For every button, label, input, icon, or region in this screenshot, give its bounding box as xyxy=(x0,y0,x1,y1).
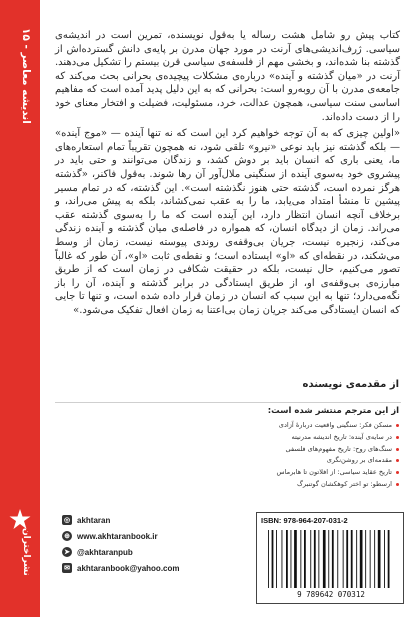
barcode-bar xyxy=(318,530,319,588)
barcode-bar xyxy=(310,530,311,588)
barcode-bar xyxy=(337,530,338,588)
blurb-text xyxy=(55,29,400,317)
telegram-icon: ➤ xyxy=(62,547,72,557)
blurb-paragraph: کتاب پیش رو شامل هشت رساله یا به‌قول نویسنده، تمرین است در اندیشه‌ی سیاسی. ژرف‌اندیشی‌های آرنت در مورد جهان مدرن بر پایه‌ی دانش گسترده‌اش از گذشته بنا شده‌اند، و بخشی مهم از فلسفه‌ی سیاسی قرن بیستم را تشکیل می‌دهند. آرنت در «میان گذشته و آینده» درباره‌ی مشکلات پیچیده‌ی بحرانی بحث می‌کند که جامعه‌ی مدرن با آن روبه‌رو است: بحرانی که به این دلیل پدید آمده است که مفاهیم اساسی سنت سیاسی، همچون عدالت، خرد، مسئولیت، فضیلت و افتخار معنای خود را از دست داده‌اند. xyxy=(55,30,400,123)
list-item: ارسطو: تو اختر کوهکشان گوتنبرگ xyxy=(199,479,399,491)
barcode-bar xyxy=(286,530,288,588)
side-band xyxy=(0,0,40,617)
barcode-bar xyxy=(343,530,344,588)
publisher-name: نشراختران xyxy=(21,528,31,576)
list-item: مقدمه‌ای بر روشن‌نگری xyxy=(199,455,399,467)
barcode-bar xyxy=(291,530,292,588)
isbn-box xyxy=(256,512,404,604)
barcode-bar xyxy=(304,530,306,588)
source-label: از مقدمه‌ی نویسنده xyxy=(302,379,399,390)
barcode-bar xyxy=(351,530,353,588)
books-title: از این مترجم منتشر شده است: xyxy=(267,406,399,416)
barcode-bar xyxy=(332,530,334,588)
barcode-bar xyxy=(378,530,381,588)
barcode-bar xyxy=(384,530,385,588)
instagram-icon: ◎ xyxy=(63,516,71,524)
list-item: سنگ‌های روح: تاریخ مفهوم‌های فلسفی xyxy=(199,444,399,456)
barcode-bar xyxy=(365,530,366,588)
bullet-icon xyxy=(396,424,399,427)
barcode-bar xyxy=(346,530,348,588)
barcode xyxy=(267,530,395,588)
barcode-bar xyxy=(356,530,357,588)
barcode-bar xyxy=(268,530,269,588)
barcode-bar xyxy=(272,530,274,588)
barcode-bar xyxy=(374,530,375,588)
barcode-bar xyxy=(323,530,326,588)
list-item: تاریخ عقاید سیاسی: از افلاتون تا هابرماس xyxy=(199,467,399,479)
barcode-number: 9 789642 070312 xyxy=(297,590,365,599)
blurb-paragraph: «اولین چیزی که به آن توجه خواهیم کرد این است که نه تنها آینده — «موج آینده» — بلکه گذشته نیز باید نوعی «نیرو» تلقی شود، نه همچون تقریباً تمام استعاره‌ها‌ی ما، یعنی باری که انسان باید بر دوش کشد، و زندگان می‌توانند و حتی باید در پیشروی خود به‌سوی آینده از سنگینی ملال‌آور آن رها شوند. به‌قول فاکنر، «گذشته هرگز نمرده است، گذشته حتی هنوز نگذشته است». این گذشته، که در تمام مسیر پیشین تا منشأ امتداد می‌یابد، ما را به عقب نمی‌کشاند، بلکه به پیش می‌راند، و برخلاف آنچه انسان انتظار دارد، این آینده است که ما را به‌سوی گذشته عقب می‌راند. زمان از دیدگاه انسان، که همواره در فاصله‌ی میان گذشته و آینده زندگی می‌کند، زنجیره نیست، جریان بی‌وقفه‌ی روندی پیوسته نیست، زمان از وسط می‌شکند، در نقطه‌ای که «او» ایستاده است؛ و نقطه‌ی ثابت «او»، آن طور که غالباً تصور می‌کنیم، حال نیست، بلکه در حقیقت شکافی در زمان است که از طریق مبارزه‌ی بی‌وقفه‌ی او، از طریق ایستادگی در برابر گذشته و آینده، آن را باز نگه‌می‌دارد؛ تنها به این سبب که انسان در زمان قرار داده شده است، و تنها تا جایی که انسان ایستادگی می‌کند جریان زمان بی‌اعتنا به زمان افعال تفکیک می‌شود.» xyxy=(55,128,400,316)
barcode-bar xyxy=(300,530,301,588)
bullet-icon xyxy=(396,459,399,462)
contacts xyxy=(62,512,222,576)
bullet-icon xyxy=(396,448,399,451)
email-icon: ✉ xyxy=(62,563,72,573)
barcode-bar xyxy=(360,530,363,588)
barcode-bar xyxy=(276,530,277,588)
globe-icon: ⊕ xyxy=(62,531,72,541)
divider xyxy=(55,402,401,403)
contact-instagram[interactable]: ◎ akhtaran xyxy=(63,515,111,525)
bullet-icon xyxy=(396,471,399,474)
contact-website[interactable]: ⊕ www.akhtaranbook.ir xyxy=(62,528,222,544)
isbn-text: ISBN: 978-964-207-031-2 xyxy=(261,516,348,525)
contact-telegram[interactable]: ➤ @akhtaranpub xyxy=(62,544,222,560)
barcode-bar xyxy=(388,530,390,588)
bullet-icon xyxy=(396,483,399,486)
barcode-bar xyxy=(328,530,329,588)
books-list xyxy=(199,406,399,491)
barcode-bar xyxy=(314,530,316,588)
barcode-bar xyxy=(282,530,283,588)
barcode-bar xyxy=(370,530,371,588)
barcode-bar xyxy=(294,530,297,588)
series-label: اندیشه معاصر - ۱۵ xyxy=(20,28,32,124)
list-item: مسکن فکر: سنگینی واقعیت دربارۀ آزادی xyxy=(199,420,399,432)
list-item: در سایه‌ی آینده: تاریخ اندیشه مدرنیته xyxy=(199,432,399,444)
bullet-icon xyxy=(396,436,399,439)
contact-email[interactable]: ✉ akhtaranbook@yahoo.com xyxy=(62,560,222,576)
